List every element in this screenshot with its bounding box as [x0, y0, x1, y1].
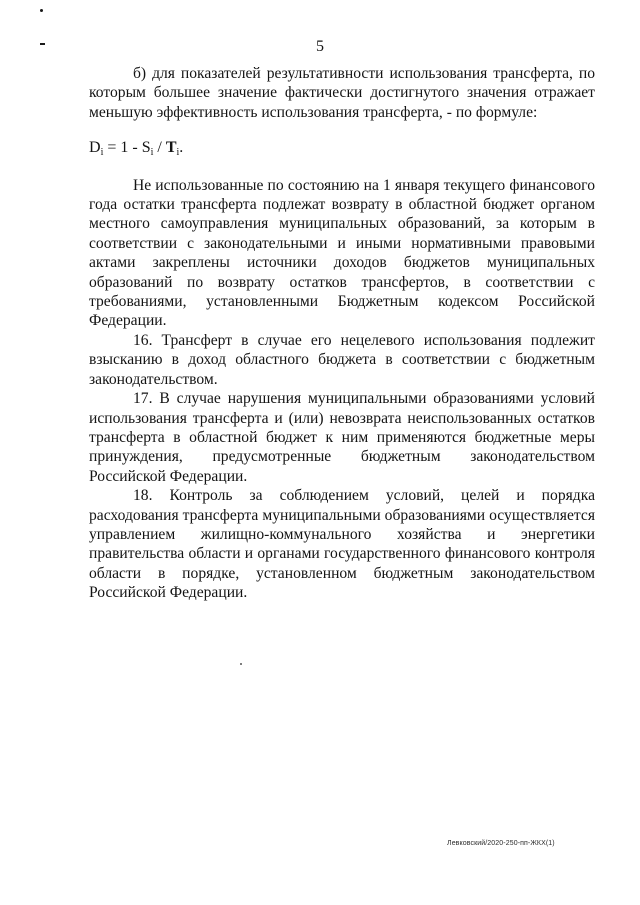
formula-t: T — [165, 139, 177, 157]
formula-s: S — [141, 139, 151, 157]
formula-end: . — [179, 139, 184, 157]
paragraph-remainders: Не использованные по состоянию на 1 января текущего финансового года остатки трансферта подлежат возврату в областной бюджет органом местного самоуправления муниципальных образований, за которым в соответствии с законодательными и иными нормативными правовыми актами закреплены источники доходов бюджетов муниципальных образований по возврату остатков трансфертов, в соответствии с требованиями, установленными Бюджетным кодексом Российской Федерации. — [89, 176, 595, 330]
paragraph-indicator-b: б) для показателей результативности использования трансферта, по которым большее значение фактически достигнутого значения отражает меньшую эффективность использования трансферта, - по формуле: — [89, 65, 595, 121]
paragraph-18: 18. Контроль за соблюдением условий, целей и порядка расходования трансферта муниципальными образованиями осуществляется управлением жилищно-коммунального хозяйства и энергетики правительства области и органами государственного финансового контроля области в порядке, установленном бюджетным законодательством Российской Федерации. — [89, 487, 595, 602]
formula-lhs: D — [89, 139, 101, 157]
paragraph-16: 16. Трансферт в случае его нецелевого использования подлежит взысканию в доход областного бюджета в соответствии с бюджетным законодательством. — [89, 331, 595, 388]
page-number: 5 — [316, 38, 324, 55]
formula-op1: = 1 - — [103, 139, 142, 157]
scan-mark — [240, 663, 242, 665]
document-footer-id: Левковский/2020-250-пп-ЖКХ(1) — [447, 840, 555, 847]
formula — [89, 138, 595, 157]
formula-t-sub: i — [176, 147, 180, 159]
paragraph-17: 17. В случае нарушения муниципальными образованиями условий использования трансферта и (или) невозврата неиспользованных остатков трансферта в областной бюджет к ним применяются бюджетные меры принуждения, предусмотренные бюджетным законодательством Российской Федерации. — [89, 390, 595, 485]
formula-op2: / — [153, 139, 166, 157]
scan-mark — [40, 9, 43, 12]
formula-lhs-sub: i — [100, 147, 104, 159]
document-body — [89, 64, 595, 603]
formula-s-sub: i — [150, 147, 154, 159]
